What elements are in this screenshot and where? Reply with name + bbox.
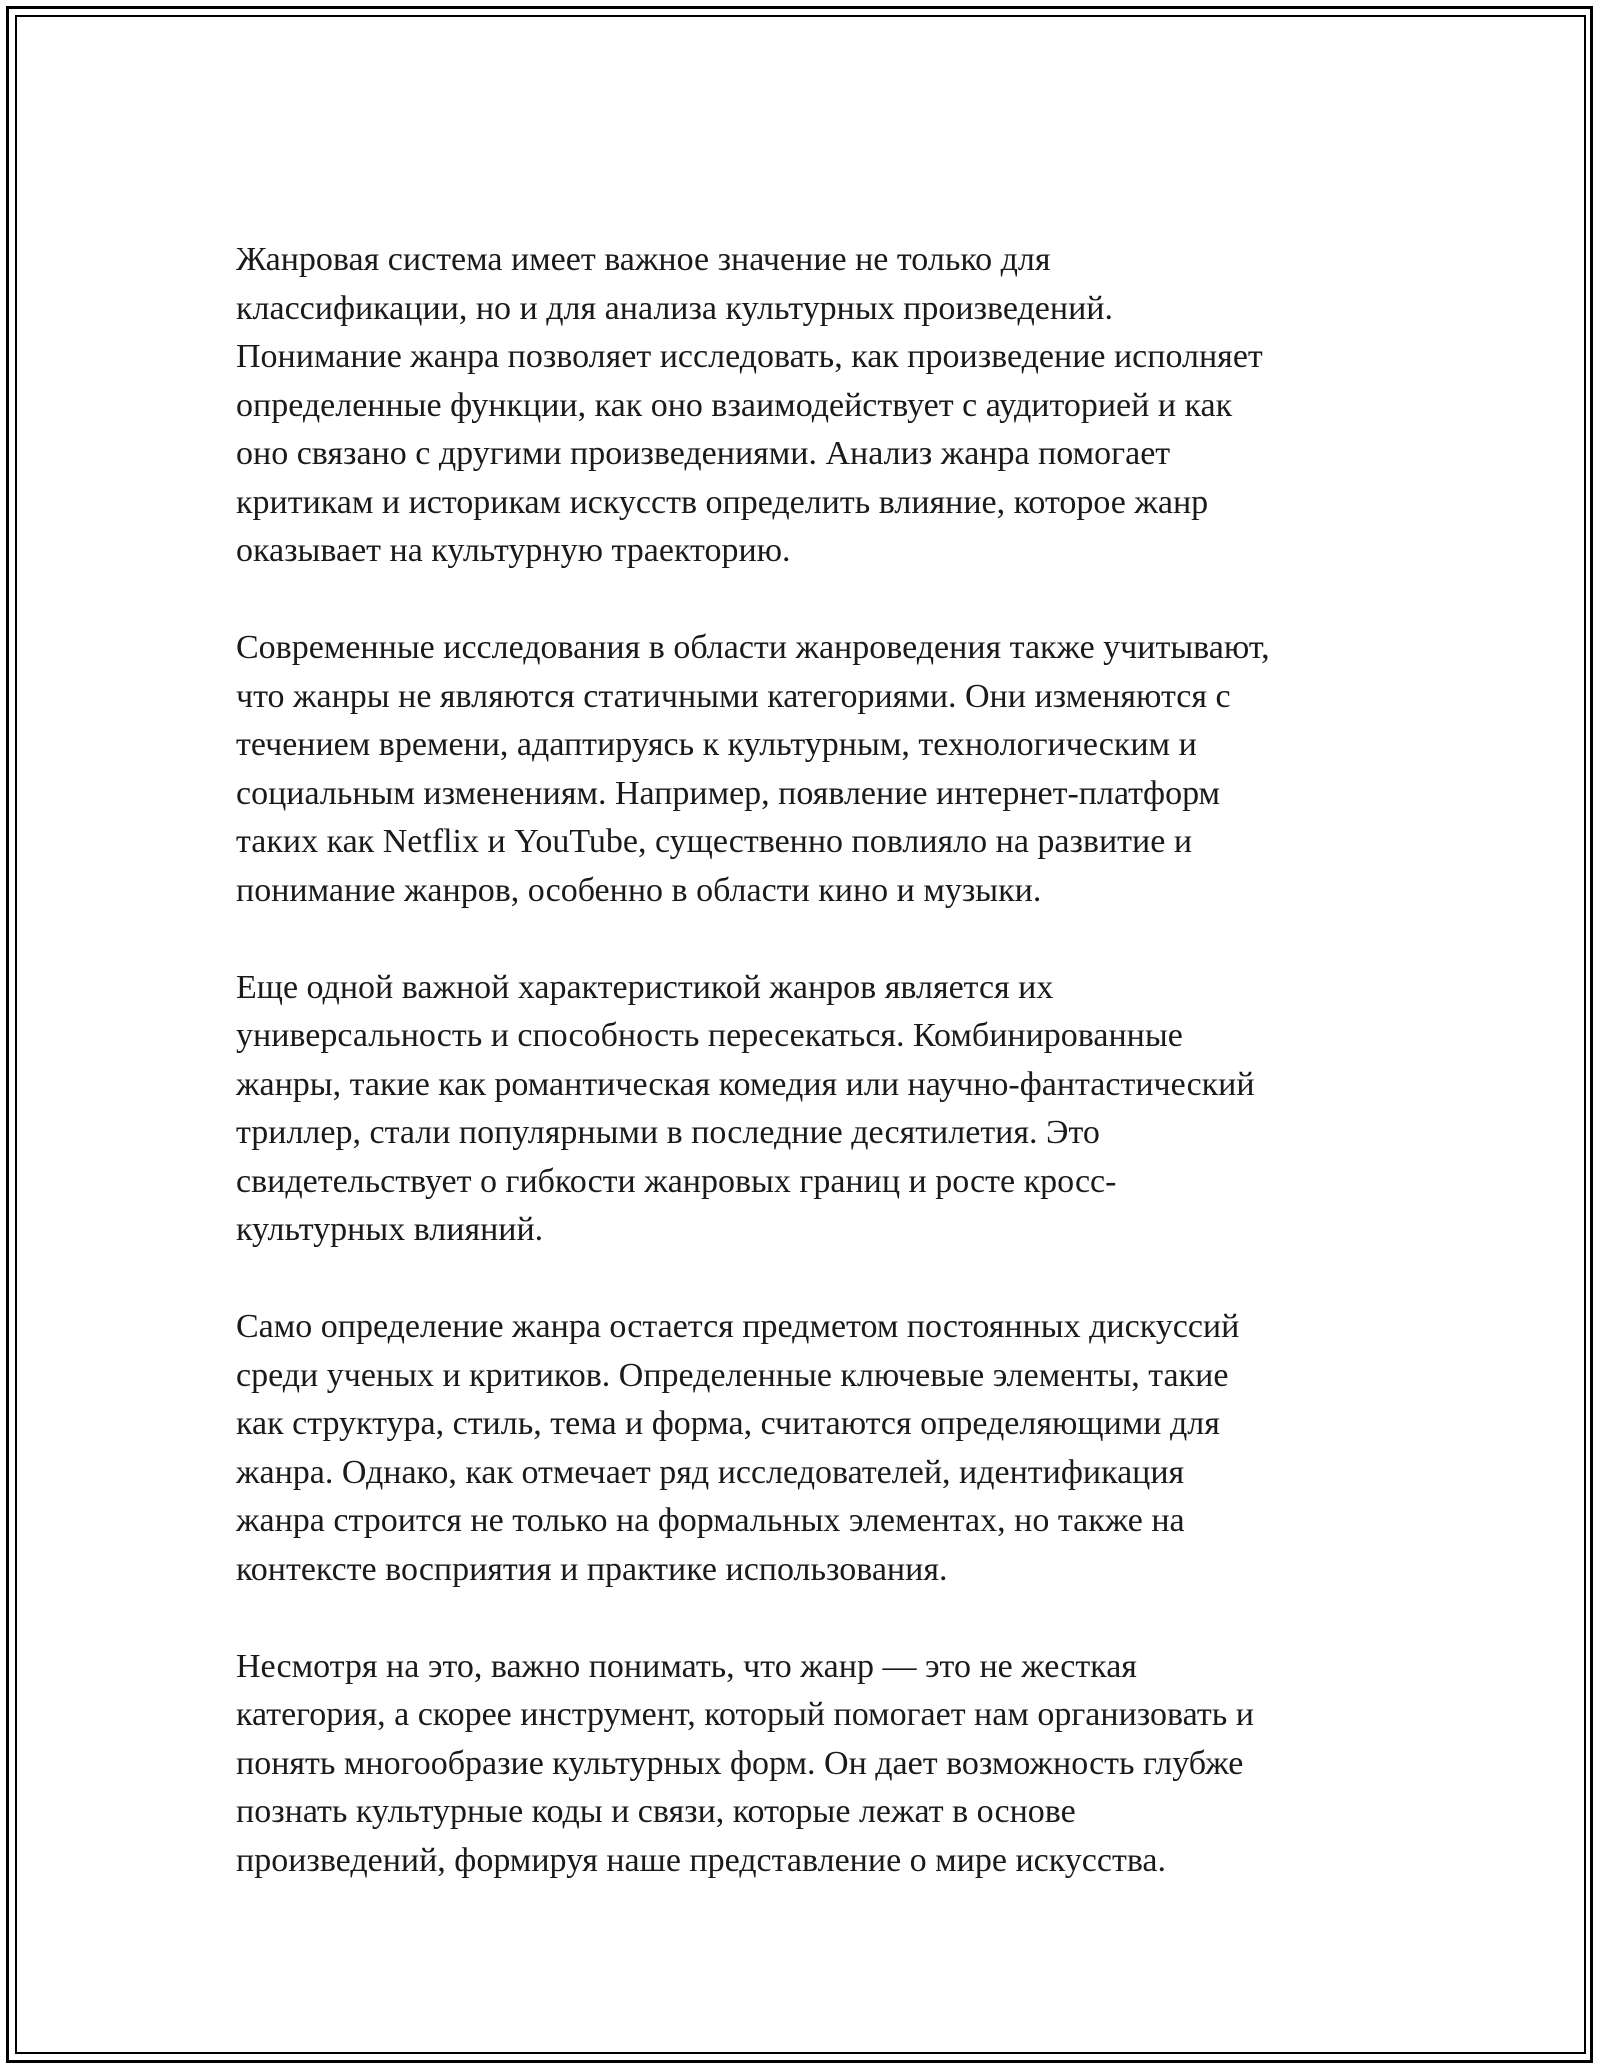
text-line: свидетельствует о гибкости жанровых границ и росте кросс- xyxy=(236,1162,1117,1200)
text-line: Современные исследования в области жанроведения также учитывают, xyxy=(236,629,1270,666)
text-line: Жанровая система имеет важное значение не только для xyxy=(236,241,1051,278)
text-line: критикам и историкам искусств определить влияние, которое жанр xyxy=(236,483,1209,521)
paragraph-3 xyxy=(236,964,1386,1255)
text-line: категория, а скорее инструмент, который помогает нам организовать и xyxy=(236,1696,1254,1733)
paragraph-2 xyxy=(236,624,1386,915)
text-line: Понимание жанра позволяет исследовать, как произведение исполняет xyxy=(236,338,1263,375)
text-line: жанра строится не только на формальных элементах, но также на xyxy=(236,1502,1185,1539)
text-line: определенные функции, как оно взаимодействует с аудиторией и как xyxy=(236,386,1233,424)
text-line: таких как Netflix и YouTube, существенно повлияло на развитие и xyxy=(236,823,1193,860)
text-line: классификации, но и для анализа культурных произведений. xyxy=(236,289,1113,327)
paragraph-5 xyxy=(236,1643,1386,1886)
text-line: культурных влияний. xyxy=(236,1211,544,1248)
text-line: как структура, стиль, тема и форма, считаются определяющими для xyxy=(236,1405,1220,1442)
text-line: понимание жанров, особенно в области кино и музыки. xyxy=(236,871,1042,909)
text-line: оказывает на культурную траекторию. xyxy=(236,532,791,569)
text-line: Само определение жанра остается предметом постоянных дискуссий xyxy=(236,1308,1240,1345)
text-line: контексте восприятия и практике использования. xyxy=(236,1550,948,1588)
text-line: произведений, формируя наше представление о мире искусства. xyxy=(236,1841,1167,1879)
paragraph-1 xyxy=(236,236,1386,576)
text-line: жанра. Однако, как отмечает ряд исследователей, идентификация xyxy=(236,1453,1185,1491)
text-line: познать культурные коды и связи, которые лежат в основе xyxy=(236,1793,1076,1830)
text-line: что жанры не являются статичными категориями. Они изменяются с xyxy=(236,677,1231,715)
text-line: жанры, такие как романтическая комедия или научно-фантастический xyxy=(236,1065,1255,1103)
text-line: социальным изменениям. Например, появление интернет-платформ xyxy=(236,774,1221,812)
text-line: оно связано с другими произведениями. Анализ жанра помогает xyxy=(236,435,1171,472)
text-line: среди ученых и критиков. Определенные ключевые элементы, такие xyxy=(236,1356,1229,1394)
text-line: Еще одной важной характеристикой жанров является их xyxy=(236,968,1054,1006)
text-line: универсальность и способность пересекаться. Комбинированные xyxy=(236,1017,1183,1054)
text-line: понять многообразие культурных форм. Он дает возможность глубже xyxy=(236,1744,1244,1782)
text-line: триллер, стали популярными в последние десятилетия. Это xyxy=(236,1114,1100,1151)
paragraph-4 xyxy=(236,1303,1386,1594)
text-line: Несмотря на это, важно понимать, что жанр — это не жесткая xyxy=(236,1647,1137,1685)
text-line: течением времени, адаптируясь к культурным, технологическим и xyxy=(236,726,1197,763)
document-body xyxy=(236,236,1386,1885)
